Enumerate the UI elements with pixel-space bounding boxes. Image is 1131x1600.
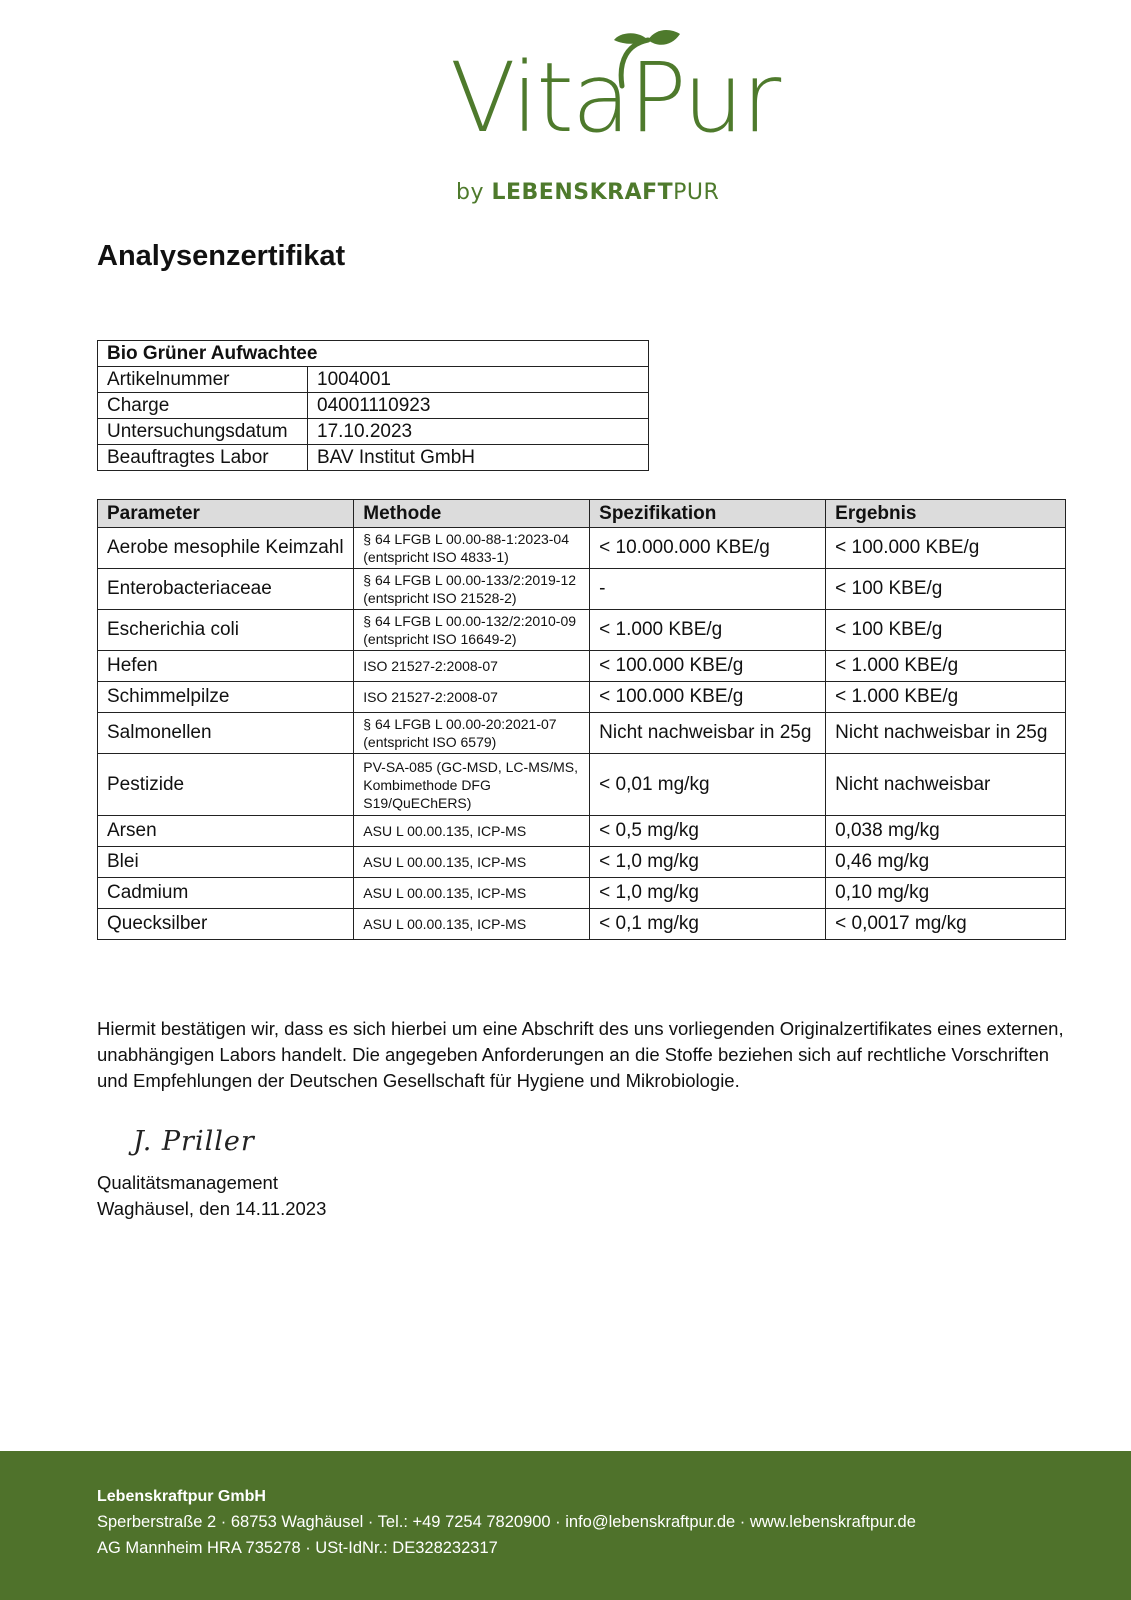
product-name: Bio Grüner Aufwachtee: [98, 341, 649, 367]
cell-method: ISO 21527-2:2008-07: [354, 682, 590, 713]
cell-parameter: Blei: [98, 847, 354, 878]
cell-parameter: Arsen: [98, 816, 354, 847]
logo-wordmark: VitaPur: [450, 42, 780, 154]
header-parameter: Parameter: [98, 500, 354, 528]
cell-spec: < 100.000 KBE/g: [590, 651, 826, 682]
analysis-row: [98, 754, 1066, 816]
cell-method: ASU L 00.00.135, ICP-MS: [354, 909, 590, 940]
cell-method: ASU L 00.00.135, ICP-MS: [354, 816, 590, 847]
product-label: Untersuchungsdatum: [98, 419, 308, 445]
cell-result: Nicht nachweisbar: [826, 754, 1066, 816]
header-result: Ergebnis: [826, 500, 1066, 528]
product-table: [97, 340, 649, 471]
cell-parameter: Cadmium: [98, 878, 354, 909]
signature-place-date: Waghäusel, den 14.11.2023: [97, 1198, 327, 1219]
cell-spec: Nicht nachweisbar in 25g: [590, 713, 826, 754]
cell-method: § 64 LFGB L 00.00-132/2:2010-09 (entspricht ISO 16649-2): [354, 610, 590, 651]
analysis-row: [98, 847, 1066, 878]
footer-registry: AG Mannheim HRA 735278 · USt-IdNr.: DE328232317: [97, 1539, 498, 1557]
analysis-row: [98, 651, 1066, 682]
cell-result: Nicht nachweisbar in 25g: [826, 713, 1066, 754]
cell-result: < 100 KBE/g: [826, 569, 1066, 610]
cell-parameter: Quecksilber: [98, 909, 354, 940]
cell-result: 0,46 mg/kg: [826, 847, 1066, 878]
analysis-row: [98, 528, 1066, 569]
logo-company-bold: LEBENSKRAFT: [491, 180, 674, 205]
analysis-row: [98, 878, 1066, 909]
product-row: [98, 367, 649, 393]
cell-parameter: Enterobacteriaceae: [98, 569, 354, 610]
cell-method: § 64 LFGB L 00.00-133/2:2019-12 (entspricht ISO 21528-2): [354, 569, 590, 610]
cell-method: ISO 21527-2:2008-07: [354, 651, 590, 682]
analysis-row: [98, 569, 1066, 610]
brand-logo: [440, 30, 780, 215]
cell-spec: < 1,0 mg/kg: [590, 847, 826, 878]
page-title: Analysenzertifikat: [97, 240, 346, 272]
cell-result: < 0,0017 mg/kg: [826, 909, 1066, 940]
cell-spec: -: [590, 569, 826, 610]
cell-spec: < 0,01 mg/kg: [590, 754, 826, 816]
product-row: [98, 393, 649, 419]
product-label: Charge: [98, 393, 308, 419]
confirmation-statement: Hiermit bestätigen wir, dass es sich hierbei um eine Abschrift des uns vorliegenden Originalzertifikates eines externen, unabhängigen Labors handelt. Die angegeben Anforderungen an die Stoffe beziehen sich auf rechtliche Vorschriften und Empfehlungen der Deutschen Gesellschaft für Hygiene und Mikrobiologie.: [97, 1018, 1064, 1091]
signature: J. Priller: [133, 1126, 255, 1157]
cell-result: < 1.000 KBE/g: [826, 682, 1066, 713]
analysis-row: [98, 713, 1066, 754]
product-value: 1004001: [308, 367, 649, 393]
logo-by-text: by: [456, 180, 484, 205]
signature-role: Qualitätsmanagement: [97, 1172, 278, 1193]
header-method: Methode: [354, 500, 590, 528]
cell-spec: < 1,0 mg/kg: [590, 878, 826, 909]
product-label: Beauftragtes Labor: [98, 445, 308, 471]
logo-byline: [456, 180, 719, 205]
cell-result: < 100 KBE/g: [826, 610, 1066, 651]
cell-result: 0,10 mg/kg: [826, 878, 1066, 909]
cell-spec: < 0,1 mg/kg: [590, 909, 826, 940]
analysis-header-row: [98, 500, 1066, 528]
product-row: [98, 419, 649, 445]
cell-parameter: Hefen: [98, 651, 354, 682]
product-label: Artikelnummer: [98, 367, 308, 393]
cell-method: PV-SA-085 (GC-MSD, LC-MS/MS, Kombimethode DFG S19/QuEChERS): [354, 754, 590, 816]
cell-result: 0,038 mg/kg: [826, 816, 1066, 847]
cell-parameter: Escherichia coli: [98, 610, 354, 651]
cell-method: § 64 LFGB L 00.00-88-1:2023-04 (entspricht ISO 4833-1): [354, 528, 590, 569]
analysis-row: [98, 682, 1066, 713]
cell-result: < 1.000 KBE/g: [826, 651, 1066, 682]
cell-spec: < 10.000.000 KBE/g: [590, 528, 826, 569]
cell-method: § 64 LFGB L 00.00-20:2021-07 (entspricht ISO 6579): [354, 713, 590, 754]
header-spec: Spezifikation: [590, 500, 826, 528]
cell-parameter: Schimmelpilze: [98, 682, 354, 713]
page-footer: [0, 1451, 1131, 1600]
cell-spec: < 0,5 mg/kg: [590, 816, 826, 847]
logo-company-light: PUR: [673, 180, 720, 205]
footer-address: Sperberstraße 2 · 68753 Waghäusel · Tel.: +49 7254 7820900 · info@lebenskraftpur.de · www.lebenskraftpur.de: [97, 1513, 916, 1531]
product-value: BAV Institut GmbH: [308, 445, 649, 471]
product-value: 04001110923: [308, 393, 649, 419]
cell-method: ASU L 00.00.135, ICP-MS: [354, 847, 590, 878]
cell-parameter: Salmonellen: [98, 713, 354, 754]
cell-result: < 100.000 KBE/g: [826, 528, 1066, 569]
cell-parameter: Aerobe mesophile Keimzahl: [98, 528, 354, 569]
cell-spec: < 1.000 KBE/g: [590, 610, 826, 651]
analysis-row: [98, 909, 1066, 940]
analysis-row: [98, 816, 1066, 847]
cell-method: ASU L 00.00.135, ICP-MS: [354, 878, 590, 909]
product-name-row: [98, 341, 649, 367]
product-value: 17.10.2023: [308, 419, 649, 445]
cell-spec: < 100.000 KBE/g: [590, 682, 826, 713]
analysis-table: [97, 499, 1066, 940]
footer-company: Lebenskraftpur GmbH: [97, 1488, 266, 1505]
cell-parameter: Pestizide: [98, 754, 354, 816]
analysis-row: [98, 610, 1066, 651]
product-row: [98, 445, 649, 471]
